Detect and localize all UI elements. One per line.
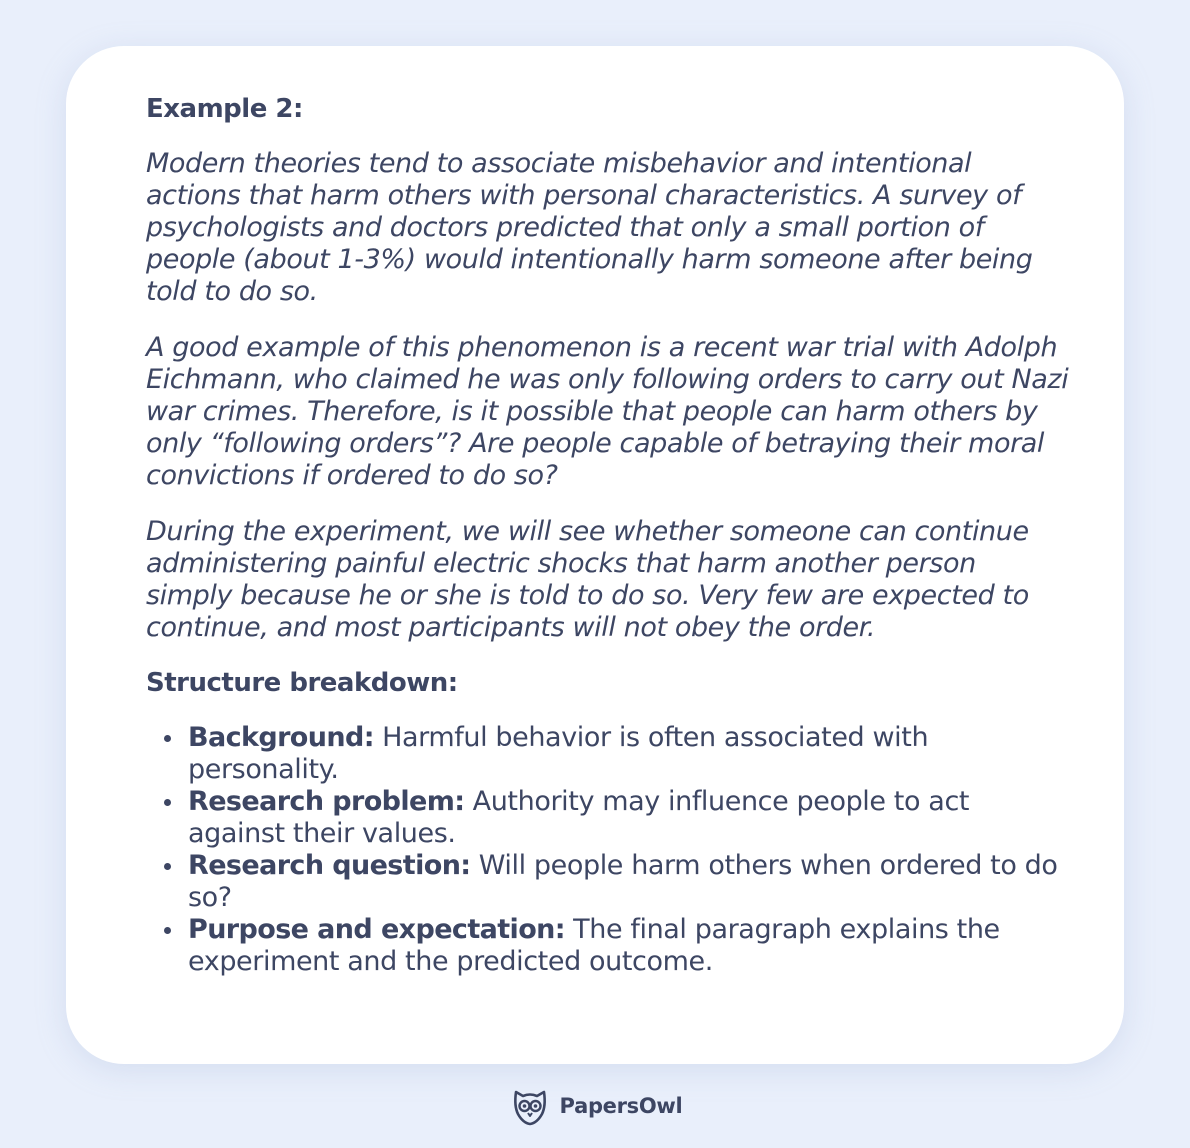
structure-list — [146, 722, 1070, 978]
bullet-term: Purpose and expectation: — [188, 914, 565, 945]
bullet-text: The final paragraph explains the experiment and the predicted outcome. — [188, 914, 1000, 977]
bullet-dot-icon — [164, 863, 171, 870]
intro-paragraph-3: During the experiment, we will see whether someone can continue administering painful electric shocks that harm another person simply because he or she is told to do so. Very few are expected to continue, and most participants will not obey the order. — [146, 516, 1029, 643]
list-item-purpose — [188, 914, 1070, 978]
bullet-dot-icon — [164, 735, 171, 742]
bullet-dot-icon — [164, 927, 171, 934]
bullet-term: Research problem: — [188, 786, 465, 817]
bullet-text: Authority may influence people to act against their values. — [188, 786, 970, 849]
bullet-text: Will people harm others when ordered to do so? — [188, 850, 1058, 913]
brand-logo[interactable] — [508, 1084, 683, 1128]
list-item-research-question — [188, 850, 1070, 914]
structure-heading: Structure breakdown: — [146, 668, 458, 698]
list-item-background — [188, 722, 1070, 786]
content-card — [66, 46, 1124, 1064]
footer — [0, 1082, 1190, 1130]
list-item-research-problem — [188, 786, 1070, 850]
intro-paragraph-2: A good example of this phenomenon is a recent war trial with Adolph Eichmann, who claimed he was only following orders to carry out Nazi war crimes. Therefore, is it possible that people can harm others by only “following orders”? Are people capable of betraying their moral convictions if ordered to do so? — [146, 332, 1069, 491]
bullet-dot-icon — [164, 799, 171, 806]
bullet-text: Harmful behavior is often associated with personality. — [188, 722, 929, 785]
owl-logo-icon — [508, 1084, 552, 1128]
example-heading: Example 2: — [146, 94, 303, 124]
intro-paragraph-1: Modern theories tend to associate misbehavior and intentional actions that harm others with personal characteristics. A survey of psychologists and doctors predicted that only a small portion of people (about 1-3%) would intentionally harm someone after being told to do so. — [146, 148, 1033, 307]
brand-name: PapersOwl — [559, 1094, 683, 1118]
bullet-term: Background: — [188, 722, 374, 753]
bullet-term: Research question: — [188, 850, 471, 881]
